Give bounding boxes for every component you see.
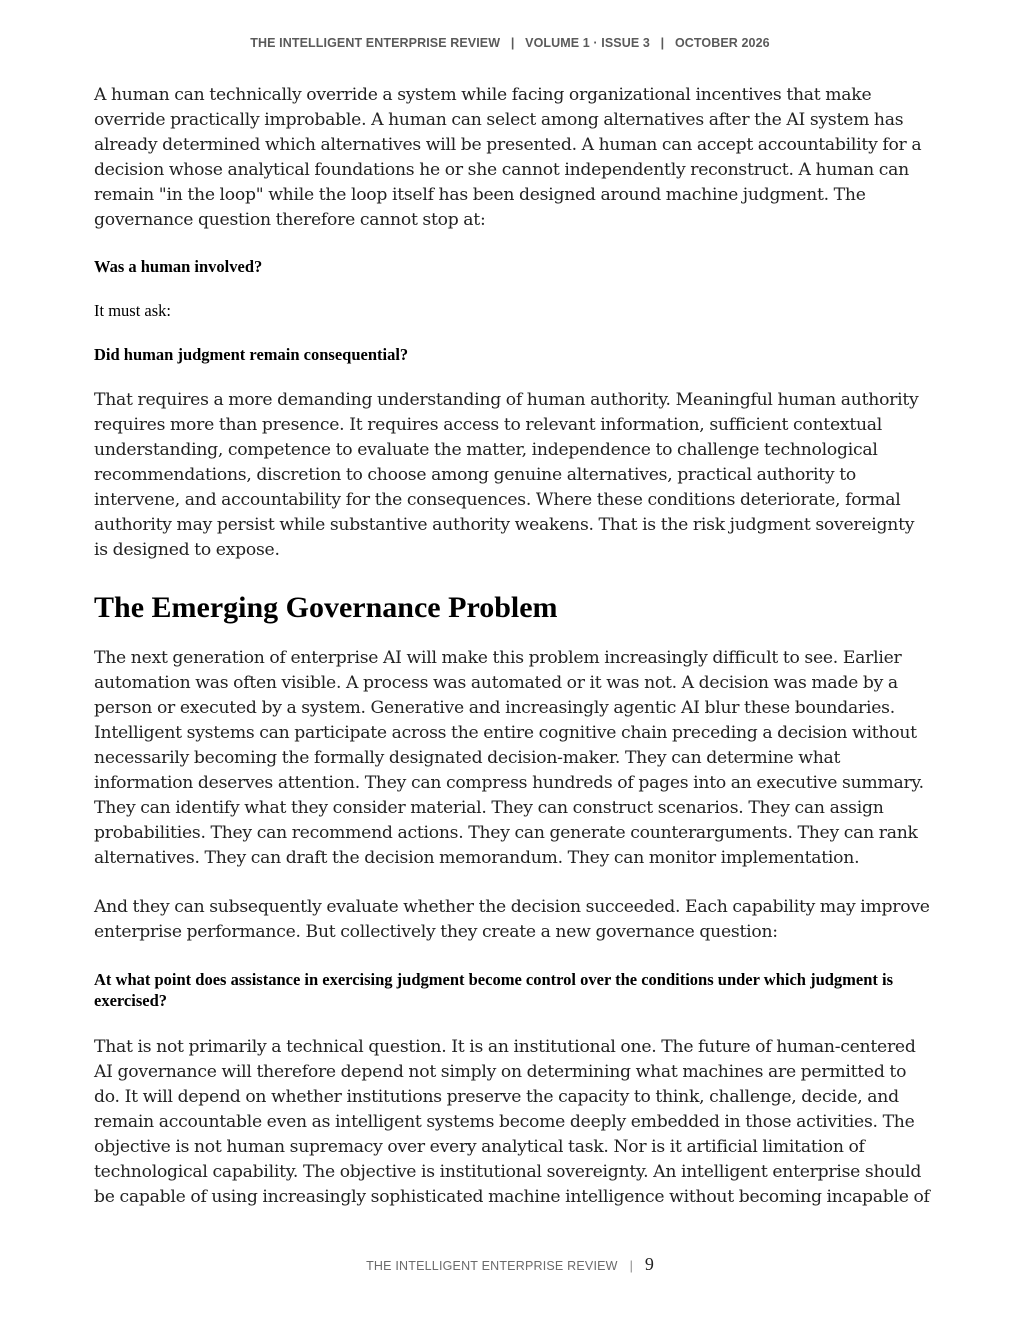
footer-publication: THE INTELLIGENT ENTERPRISE REVIEW [366,1259,618,1273]
body-paragraph: And they can subsequently evaluate whether the decision succeeded. Each capability may improve enterprise performance. But collectively they create a new governance question: [94,897,930,942]
section-heading: The Emerging Governance Problem [94,591,558,624]
body-paragraph: That requires a more demanding understanding of human authority. Meaningful human authority requires more than presence. It requires access to relevant information, sufficient contextual understanding, competence to evaluate the matter, independence to challenge technological recommendations, discretion to choose among genuine alternatives, practical authority to intervene, and accountability for the consequences. Where these conditions deteriorate, formal authority may persist while substantive authority weakens. That is the risk judgment sovereignty is designed to expose. [94,390,919,560]
running-footer [0,1254,1020,1275]
footer-separator: | [629,1259,633,1273]
body-paragraph: A human can technically override a system while facing organizational incentives that make override practically improbable. A human can select among alternatives after the AI system has already determined which alternatives will be presented. A human can accept accountability for a decision whose analytical foundations he or she cannot independently reconstruct. A human can remain "in the loop" while the loop itself has been designed around machine judgment. The governance question therefore cannot stop at: [94,85,922,230]
callout-question: At what point does assistance in exercising judgment become control over the conditions under which judgment is exercised? [94,970,894,1010]
body-paragraph: That is not primarily a technical question. It is an institutional one. The future of human-centered AI governance will therefore depend not simply on determining what machines are permitted to do. It will depend on whether institutions preserve the capacity to think, challenge, decide, and remain accountable even as intelligent systems become deeply embedded in those activities. The objective is not human supremacy over every analytical task. Nor is it artificial limitation of technological capability. The objective is institutional sovereignty. An intelligent enterprise should be capable of using increasingly sophisticated machine intelligence without becoming incapable of [94,1037,930,1207]
transition-text: It must ask: [94,301,171,320]
body-paragraph: The next generation of enterprise AI will make this problem increasingly difficult to see. Earlier automation was often visible. A process was automated or it was not. A decision was made by a person or executed by a system. Generative and increasingly agentic AI blur these boundaries. Intelligent systems can participate across the entire cognitive chain preceding a decision without necessarily becoming the formally designated decision-maker. They can determine what information deserves attention. They can compress hundreds of pages into an executive summary. They can identify what they consider material. They can construct scenarios. They can assign probabilities. They can recommend actions. They can generate counterarguments. They can rank alternatives. They can draft the decision memorandum. They can monitor implementation. [94,648,924,868]
article-body [94,83,930,1210]
page-number: 9 [644,1254,654,1274]
callout-question: Was a human involved? [94,257,263,276]
running-header: THE INTELLIGENT ENTERPRISE REVIEW | VOLUME 1 · ISSUE 3 | OCTOBER 2026 [250,36,770,50]
callout-question: Did human judgment remain consequential? [94,345,409,364]
